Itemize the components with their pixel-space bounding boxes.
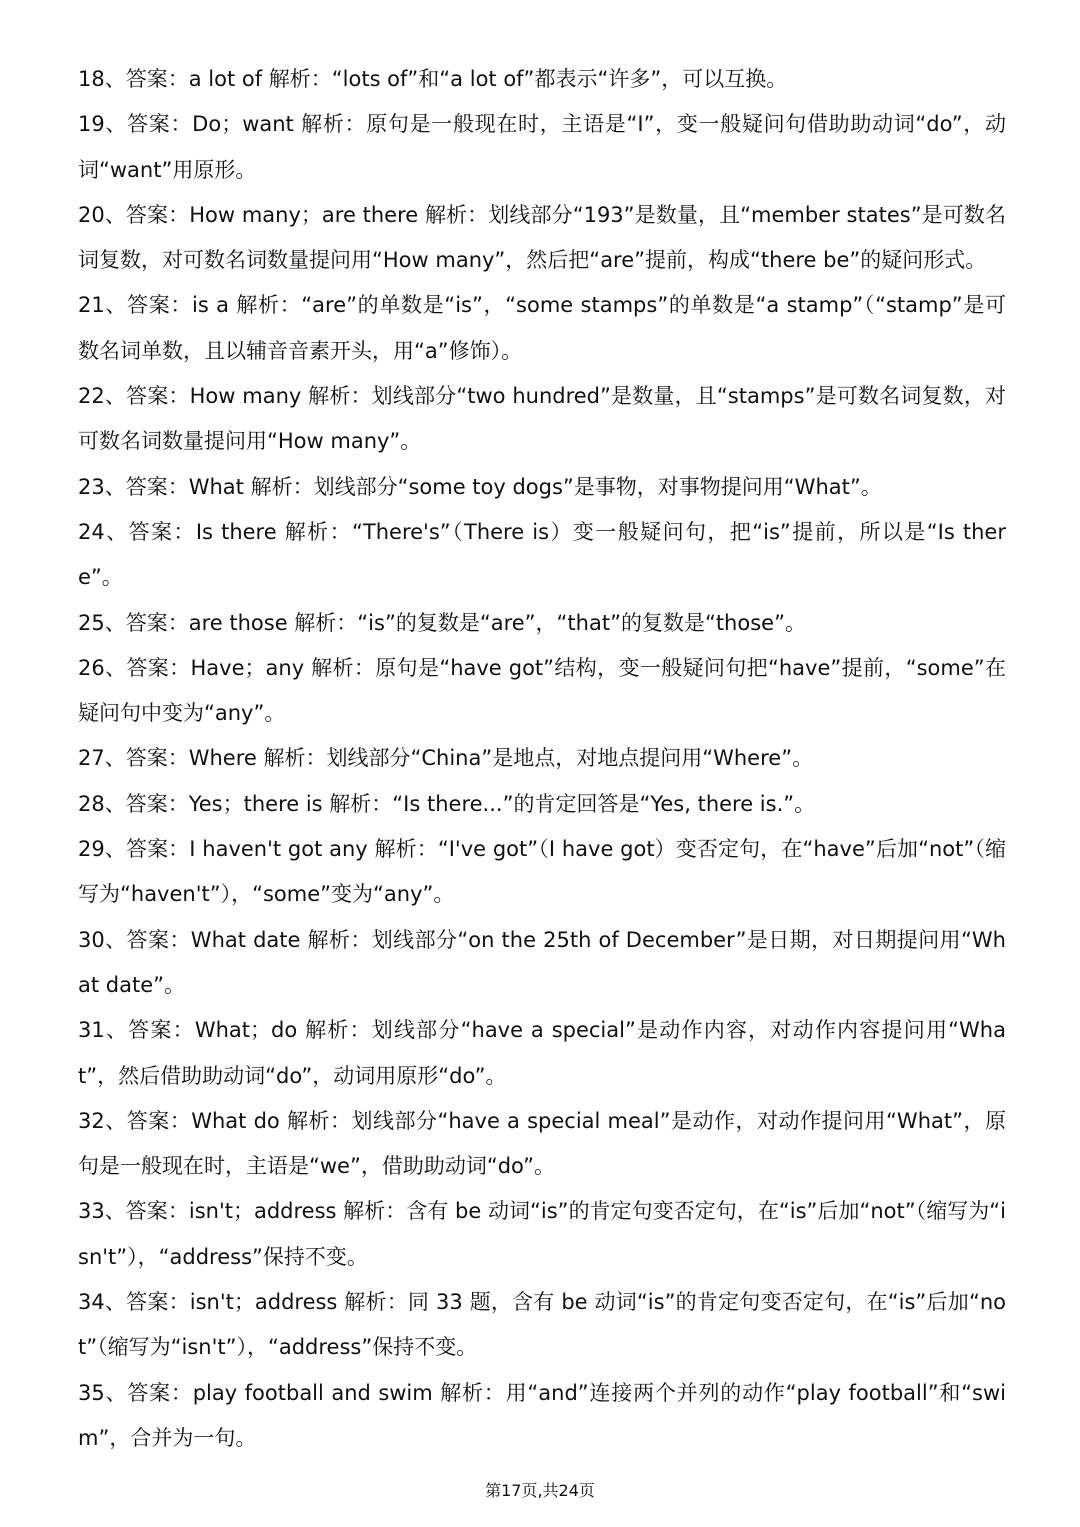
answer-item-21: 21、答案：is a 解析：“are”的单数是“is”，“some stamps”的单数是“a stamp”（“stamp”是可数名词单数，且以辅音音素开头，用“a”修饰）。 [78, 293, 1006, 363]
answer-item-23: 23、答案：What 解析：划线部分“some toy dogs”是事物，对事物提问用“What”。 [78, 474, 882, 499]
answer-item-18: 18、答案：a lot of 解析：“lots of”和“a lot of”都表示“许多”，可以互换。 [78, 67, 788, 91]
answer-item-20: 20、答案：How many；are there 解析：划线部分“193”是数量，且“member states”是可数名词复数，对可数名词数量提问用“How many”，然后把“are”提前，构成“there be”的疑问形式。 [78, 202, 1006, 273]
answer-item-33: 33、答案：isn't；address 解析：含有 be 动词“is”的肯定句变否定句，在“is”后加“not”（缩写为“isn't”），“address”保持不变。 [78, 1199, 1006, 1269]
answer-item-22: 22、答案：How many 解析：划线部分“two hundred”是数量，且“stamps”是可数名词复数，对可数名词数量提问用“How many”。 [78, 384, 1006, 454]
page-number: 第17页,共24页 [485, 1481, 595, 1500]
answer-item-19: 19、答案：Do；want 解析：原句是一般现在时，主语是“I”，变一般疑问句借助助动词“do”，动词“want”用原形。 [78, 112, 1006, 182]
answer-item-31: 31、答案：What；do 解析：划线部分“have a special”是动作内容，对动作内容提问用“What”，然后借助助动词“do”，动词用原形“do”。 [78, 1018, 1006, 1088]
answer-item-29: 29、答案：I haven't got any 解析：“I've got”（I have got）变否定句，在“have”后加“not”（缩写为“haven't”），“some”变为“any”。 [78, 837, 1006, 907]
answer-item-24: 24、答案：Is there 解析：“There's”（There is）变一般疑问句，把“is”提前，所以是“Is there”。 [78, 519, 1006, 590]
answer-item-27: 27、答案：Where 解析：划线部分“China”是地点，对地点提问用“Where”。 [78, 746, 814, 771]
answer-item-26: 26、答案：Have；any 解析：原句是“have got”结构，变一般疑问句把“have”提前，“some”在疑问句中变为“any”。 [78, 655, 1006, 726]
answer-item-32: 32、答案：What do 解析：划线部分“have a special meal”是动作，对动作提问用“What”，原句是一般现在时，主语是“we”，借助助动词“do”。 [78, 1108, 1006, 1179]
answer-item-25: 25、答案：are those 解析：“is”的复数是“are”，“that”的复数是“those”。 [78, 610, 806, 635]
answer-item-30: 30、答案：What date 解析：划线部分“on the 25th of December”是日期，对日期提问用“What date”。 [78, 927, 1006, 997]
answer-list [78, 57, 1006, 1461]
answer-item-28: 28、答案：Yes；there is 解析：“Is there...”的肯定回答是“Yes, there is.”。 [78, 791, 816, 816]
answer-item-35: 35、答案：play football and swim 解析：用“and”连接两个并列的动作“play football”和“swim”，合并为一句。 [78, 1380, 1006, 1450]
answer-item-34: 34、答案：isn't；address 解析：同 33 题，含有 be 动词“is”的肯定句变否定句，在“is”后加“not”（缩写为“isn't”），“address”保持不变。 [78, 1290, 1006, 1360]
